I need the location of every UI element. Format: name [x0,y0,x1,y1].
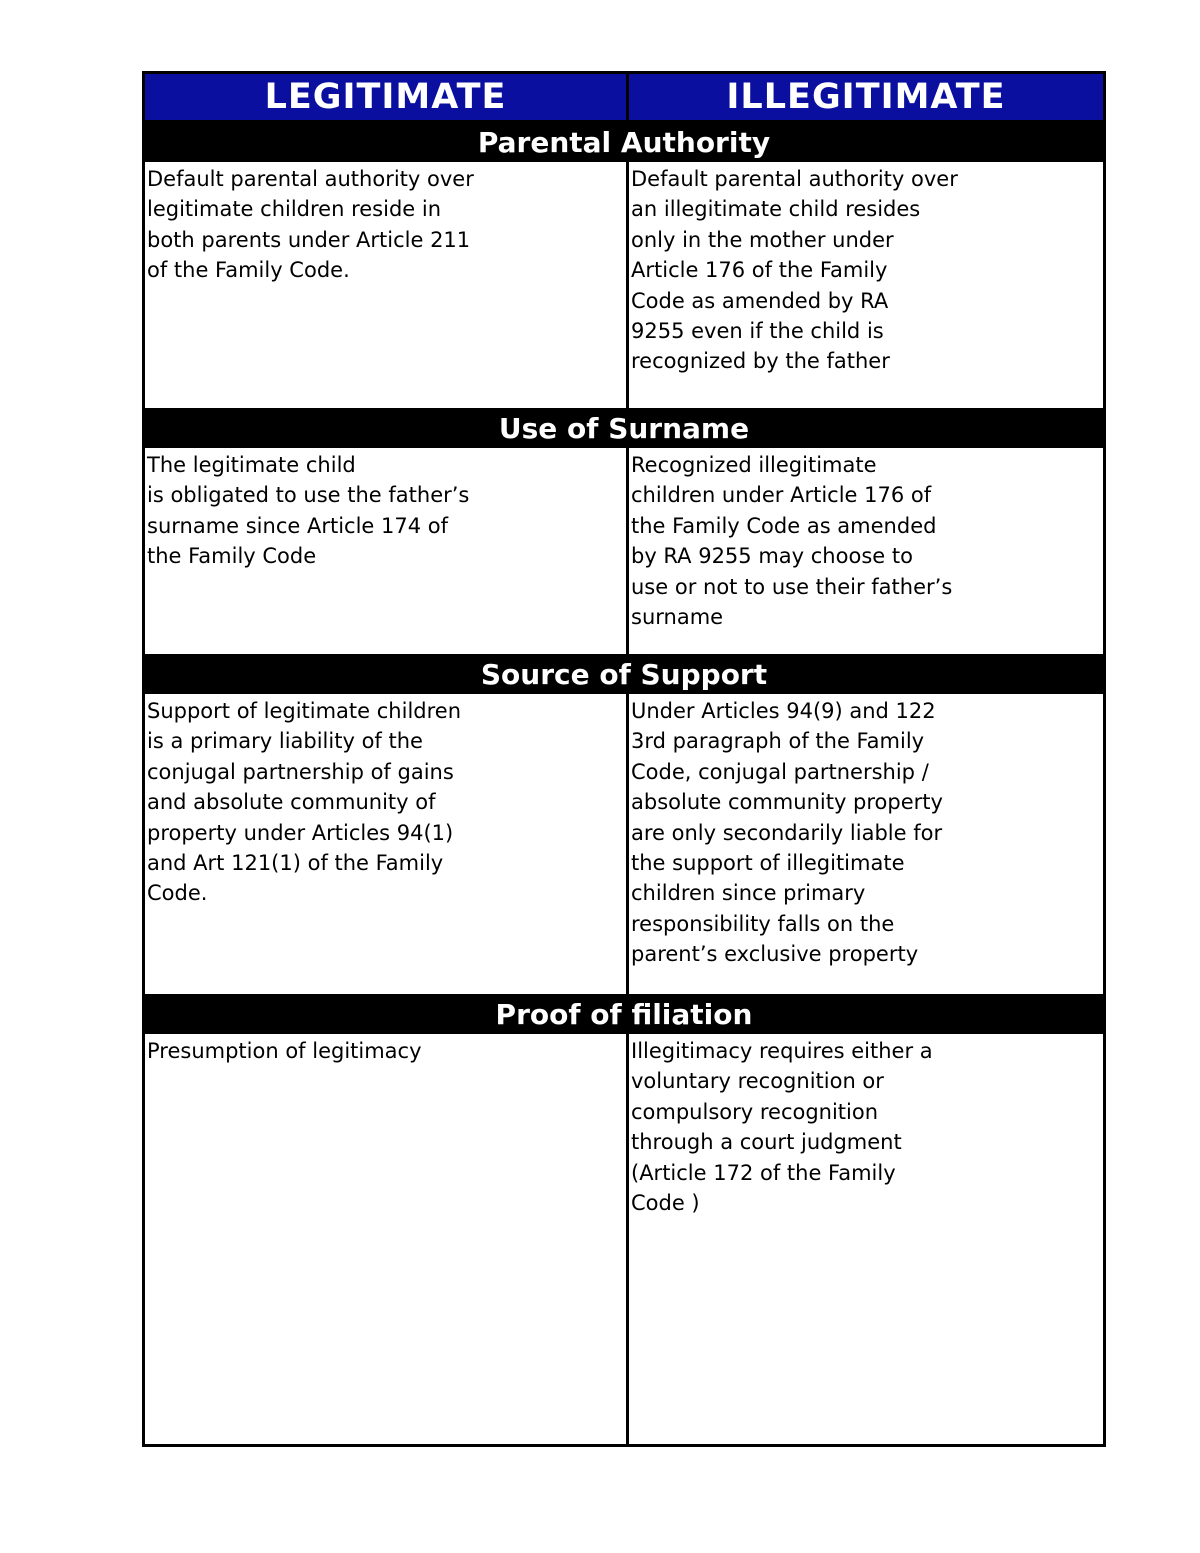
section-row-proof-of-filiation [145,1034,1103,1444]
section-title-source-of-support: Source of Support [145,654,1103,694]
column-header-row [145,74,1103,122]
illegitimate-cell: Illegitimacy requires either a voluntary recognition or compulsory recognition through a court judgment (Article 172 of the Family Code ) [631,1039,933,1216]
section-row-source-of-support [145,694,1103,994]
section-title-proof-of-filiation: Proof of filiation [145,994,1103,1034]
section-row-use-of-surname [145,448,1103,654]
illegitimate-cell: Default parental authority over an illegitimate child resides only in the mother under Article 176 of the Family Code as amended by RA 9255 even if the child is recognized by the father [631,167,958,374]
illegitimate-cell: Recognized illegitimate children under Article 176 of the Family Code as amended by RA 9255 may choose to use or not to use their father’s surname [631,453,953,630]
legitimate-cell: Presumption of legitimacy [145,1034,629,1444]
comparison-table [142,71,1106,1447]
illegitimate-cell: Under Articles 94(9) and 122 3rd paragraph of the Family Code, conjugal partnership / absolute community property are only secondarily liable for the support of illegitimate children since primary responsibility falls on the parent’s exclusive property [631,699,943,967]
section-row-parental-authority [145,162,1103,408]
legitimate-column-header: LEGITIMATE [145,74,629,120]
illegitimate-column-header: ILLEGITIMATE [726,77,1006,117]
legitimate-cell: The legitimate child is obligated to use the father’s surname since Article 174 of the Family Code [145,448,629,654]
legitimate-cell: Support of legitimate children is a primary liability of the conjugal partnership of gains and absolute community of property under Articles 94(1) and Art 121(1) of the Family Code. [145,694,629,994]
section-title-parental-authority: Parental Authority [145,122,1103,162]
section-title-use-of-surname: Use of Surname [145,408,1103,448]
legitimate-cell: Default parental authority over legitimate children reside in both parents under Article 211 of the Family Code. [145,162,629,408]
